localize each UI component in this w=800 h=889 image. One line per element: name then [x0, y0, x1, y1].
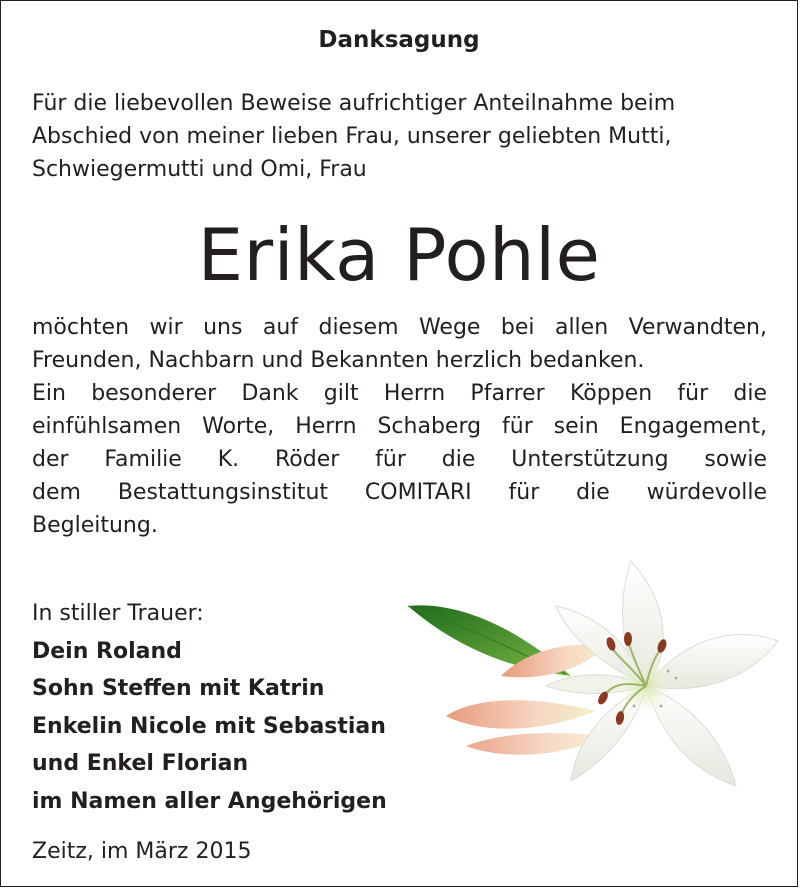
thanks-line: dem Bestattungsinstitut COMITARI für die würdevolle: [32, 480, 767, 505]
thanks-text: [32, 311, 767, 542]
place-date: Zeitz, im März 2015: [32, 839, 252, 864]
mourning-intro: In stiller Trauer:: [32, 601, 204, 626]
mourner-name: im Namen aller Angehörigen: [32, 788, 387, 814]
thanks-line: möchten wir uns auf diesem Wege bei allen Verwandten,: [32, 315, 767, 340]
thanks-line: einfühlsamen Worte, Herrn Schaberg für sein Engagement,: [32, 414, 767, 439]
mourners-block: [32, 595, 387, 820]
intro-text: [32, 87, 767, 186]
mourner-name: Dein Roland: [32, 638, 182, 664]
intro-line: Schwiegermutti und Omi, Frau: [32, 157, 367, 182]
deceased-name: Erika Pohle: [197, 213, 601, 297]
mourner-name: Sohn Steffen mit Katrin: [32, 676, 325, 701]
thanks-line: Begleitung.: [32, 513, 158, 538]
thanks-line: Freunden, Nachbarn und Bekannten herzlich bedanken.: [32, 348, 645, 373]
thanks-line: der Familie K. Röder für die Unterstützung sowie: [32, 447, 767, 472]
mourner-name: Enkelin Nicole mit Sebastian: [32, 713, 386, 739]
heading: Danksagung: [318, 27, 480, 53]
mourner-name: und Enkel Florian: [32, 751, 249, 776]
thanks-line: Ein besonderer Dank gilt Herrn Pfarrer Köppen für die: [32, 381, 767, 406]
intro-line: Abschied von meiner lieben Frau, unserer geliebten Mutti,: [32, 124, 672, 149]
white-lily-icon: [406, 546, 781, 791]
intro-line: Für die liebevollen Beweise aufrichtiger Anteilnahme beim: [32, 91, 676, 116]
